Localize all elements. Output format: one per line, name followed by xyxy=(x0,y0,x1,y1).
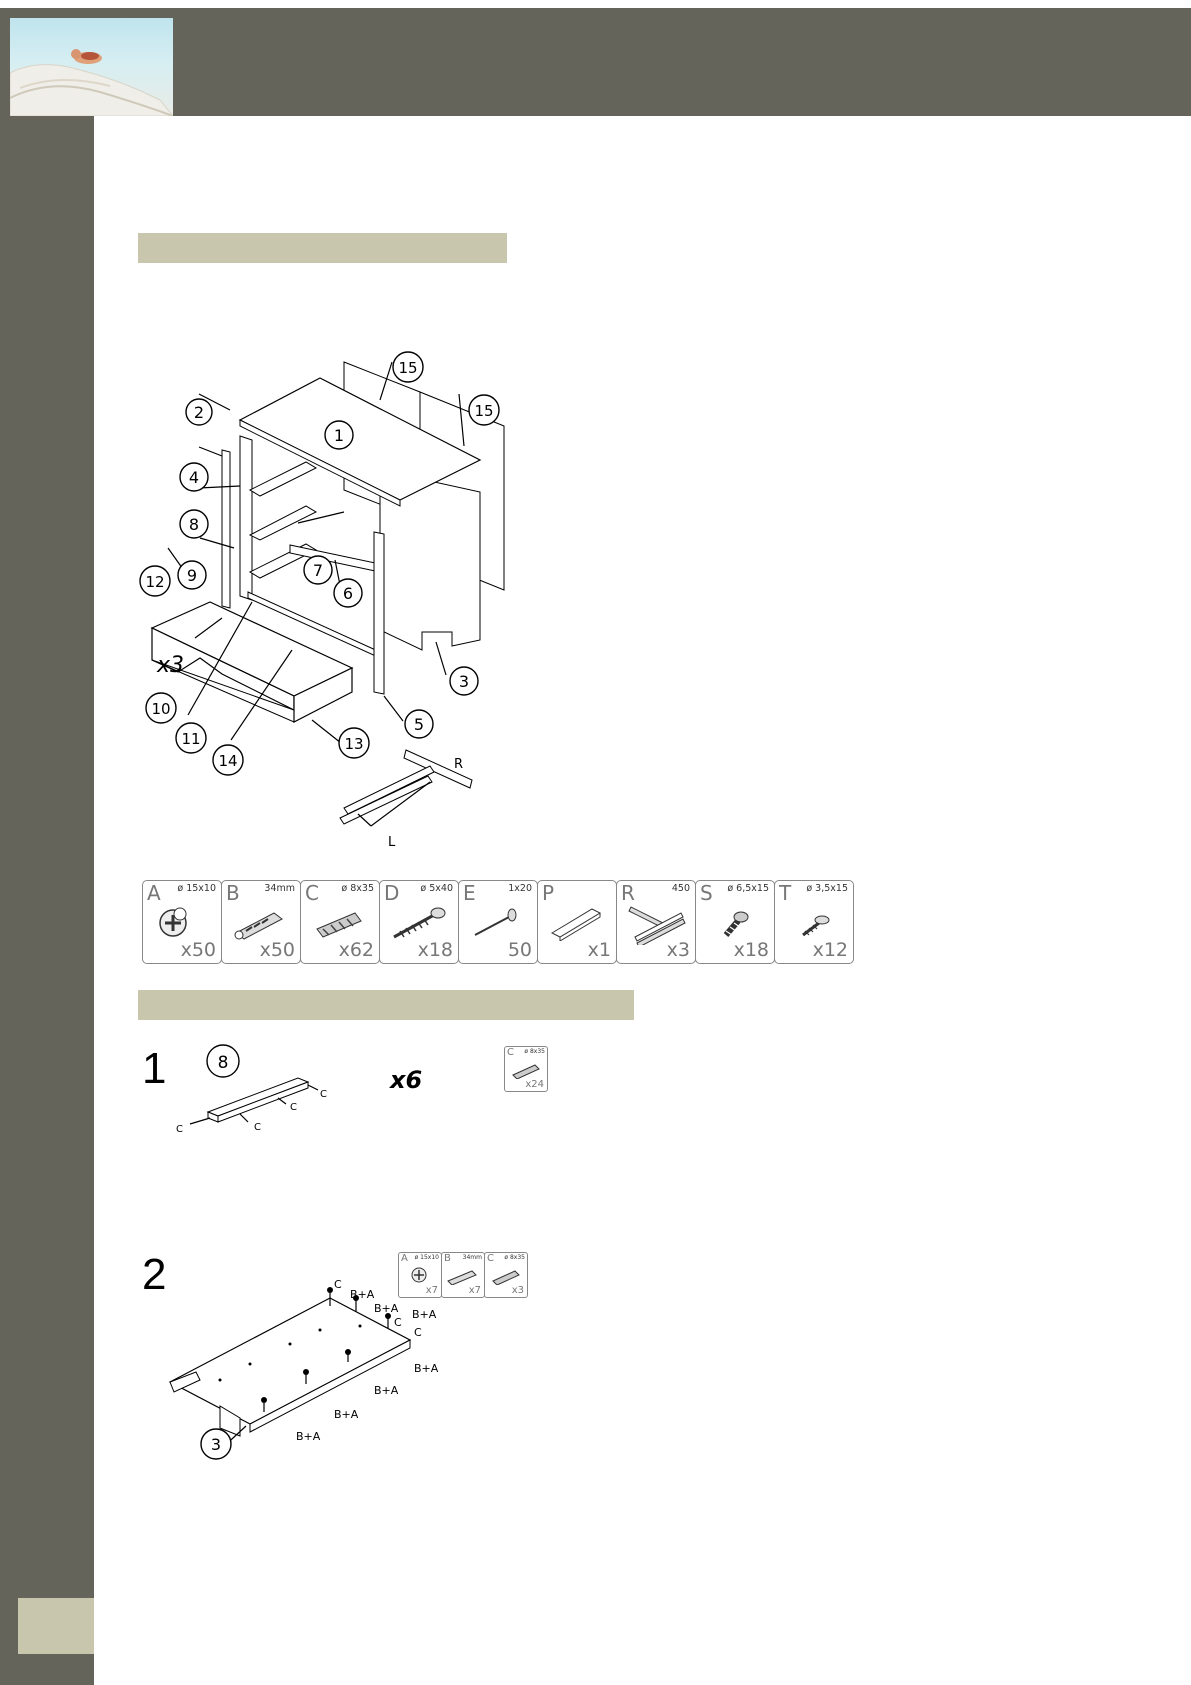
svg-text:15: 15 xyxy=(474,402,494,420)
svg-text:C: C xyxy=(414,1326,422,1339)
section-header-parts xyxy=(138,233,507,263)
step-1-multiplier: x6 xyxy=(390,1066,423,1094)
svg-text:3: 3 xyxy=(210,1435,222,1454)
dowel-icon xyxy=(511,1061,541,1079)
cam-bolt-icon xyxy=(232,901,290,941)
svg-text:B+A: B+A xyxy=(412,1308,437,1321)
svg-text:15: 15 xyxy=(398,359,418,377)
svg-text:C: C xyxy=(394,1316,402,1329)
short-screw-icon xyxy=(706,901,764,941)
cam-lock-icon xyxy=(153,901,193,941)
callout-14 xyxy=(213,745,243,775)
left-sidebar-bar xyxy=(0,116,94,1685)
header-photo xyxy=(10,18,173,116)
svg-text:11: 11 xyxy=(181,730,201,748)
callout-6 xyxy=(334,579,362,607)
svg-text:B+A: B+A xyxy=(414,1362,439,1375)
callout-7 xyxy=(304,556,332,584)
step-2-hardware-b: B 34mm x7 xyxy=(441,1252,485,1298)
callout-15b xyxy=(469,395,499,425)
svg-text:C: C xyxy=(254,1122,261,1133)
hardware-c: C ø 8x35 x62 xyxy=(300,880,380,964)
svg-text:8: 8 xyxy=(217,1053,229,1073)
step-2-hardware-a: A ø 15x10 x7 xyxy=(398,1252,442,1298)
exploded-parts-diagram xyxy=(130,340,530,860)
drawer-multiplier: x3 xyxy=(157,653,185,678)
callout-1 xyxy=(325,421,353,449)
hardware-b: B 34mm x50 xyxy=(221,880,301,964)
dowel-icon xyxy=(491,1267,521,1285)
step-2-hardware-c: C ø 8x35 x3 xyxy=(484,1252,528,1298)
callout-4 xyxy=(180,463,208,491)
svg-text:12: 12 xyxy=(145,573,165,591)
svg-text:C: C xyxy=(334,1278,342,1291)
svg-text:14: 14 xyxy=(218,752,238,770)
small-screw-icon xyxy=(785,901,843,941)
hardware-r: R 450 x3 xyxy=(616,880,696,964)
svg-text:5: 5 xyxy=(413,715,425,734)
callout-10 xyxy=(146,693,176,723)
hardware-s: S ø 6,5x15 x18 xyxy=(695,880,775,964)
callout-8 xyxy=(180,510,208,538)
svg-text:B+A: B+A xyxy=(374,1302,399,1315)
svg-text:C: C xyxy=(290,1102,297,1113)
svg-text:2: 2 xyxy=(193,403,205,422)
profile-icon xyxy=(548,901,606,941)
header-bar xyxy=(0,8,1191,116)
svg-text:8: 8 xyxy=(188,515,200,534)
step-2-number: 2 xyxy=(142,1250,167,1299)
svg-text:B+A: B+A xyxy=(296,1430,321,1443)
section-header-assembly xyxy=(138,990,634,1020)
slide-label-right: R xyxy=(454,757,464,772)
page-number-block xyxy=(18,1598,94,1654)
svg-text:3: 3 xyxy=(458,672,470,691)
svg-text:B+A: B+A xyxy=(334,1408,359,1421)
hardware-e: E 1x20 50 xyxy=(458,880,538,964)
svg-text:C: C xyxy=(176,1124,183,1135)
svg-text:9: 9 xyxy=(186,566,198,585)
callout-11 xyxy=(176,723,206,753)
dowel-icon xyxy=(311,901,369,941)
cam-lock-icon xyxy=(409,1265,429,1285)
slide-label-left: L xyxy=(388,835,396,850)
hardware-a: A ø 15x10 x50 xyxy=(142,880,222,964)
svg-text:6: 6 xyxy=(342,584,354,603)
hardware-t: T ø 3,5x15 x12 xyxy=(774,880,854,964)
svg-text:13: 13 xyxy=(344,735,364,753)
callout-13 xyxy=(339,728,369,758)
callout-2 xyxy=(186,399,212,425)
callout-9 xyxy=(178,561,206,589)
step-1-part-callout xyxy=(207,1045,239,1077)
hardware-d: D ø 5x40 x18 xyxy=(379,880,459,964)
step-2-part-callout xyxy=(199,1427,233,1461)
svg-text:4: 4 xyxy=(188,468,200,487)
callout-15a xyxy=(393,352,423,382)
svg-text:B+A: B+A xyxy=(350,1288,375,1301)
callout-12 xyxy=(140,566,170,596)
svg-text:C: C xyxy=(320,1089,327,1100)
screw-icon xyxy=(390,901,448,941)
svg-text:1: 1 xyxy=(333,426,345,445)
step-1-diagram xyxy=(170,1040,550,1150)
callout-3 xyxy=(450,667,478,695)
callout-5 xyxy=(405,710,433,738)
svg-text:7: 7 xyxy=(312,561,324,580)
step-1-number: 1 xyxy=(142,1044,167,1093)
step-1-hardware-c: C ø 8x35 x24 xyxy=(504,1046,548,1092)
nail-icon xyxy=(469,901,527,941)
svg-text:10: 10 xyxy=(151,700,171,718)
svg-text:B+A: B+A xyxy=(374,1384,399,1397)
hardware-p: P x1 xyxy=(537,880,617,964)
cam-bolt-icon xyxy=(446,1267,480,1285)
